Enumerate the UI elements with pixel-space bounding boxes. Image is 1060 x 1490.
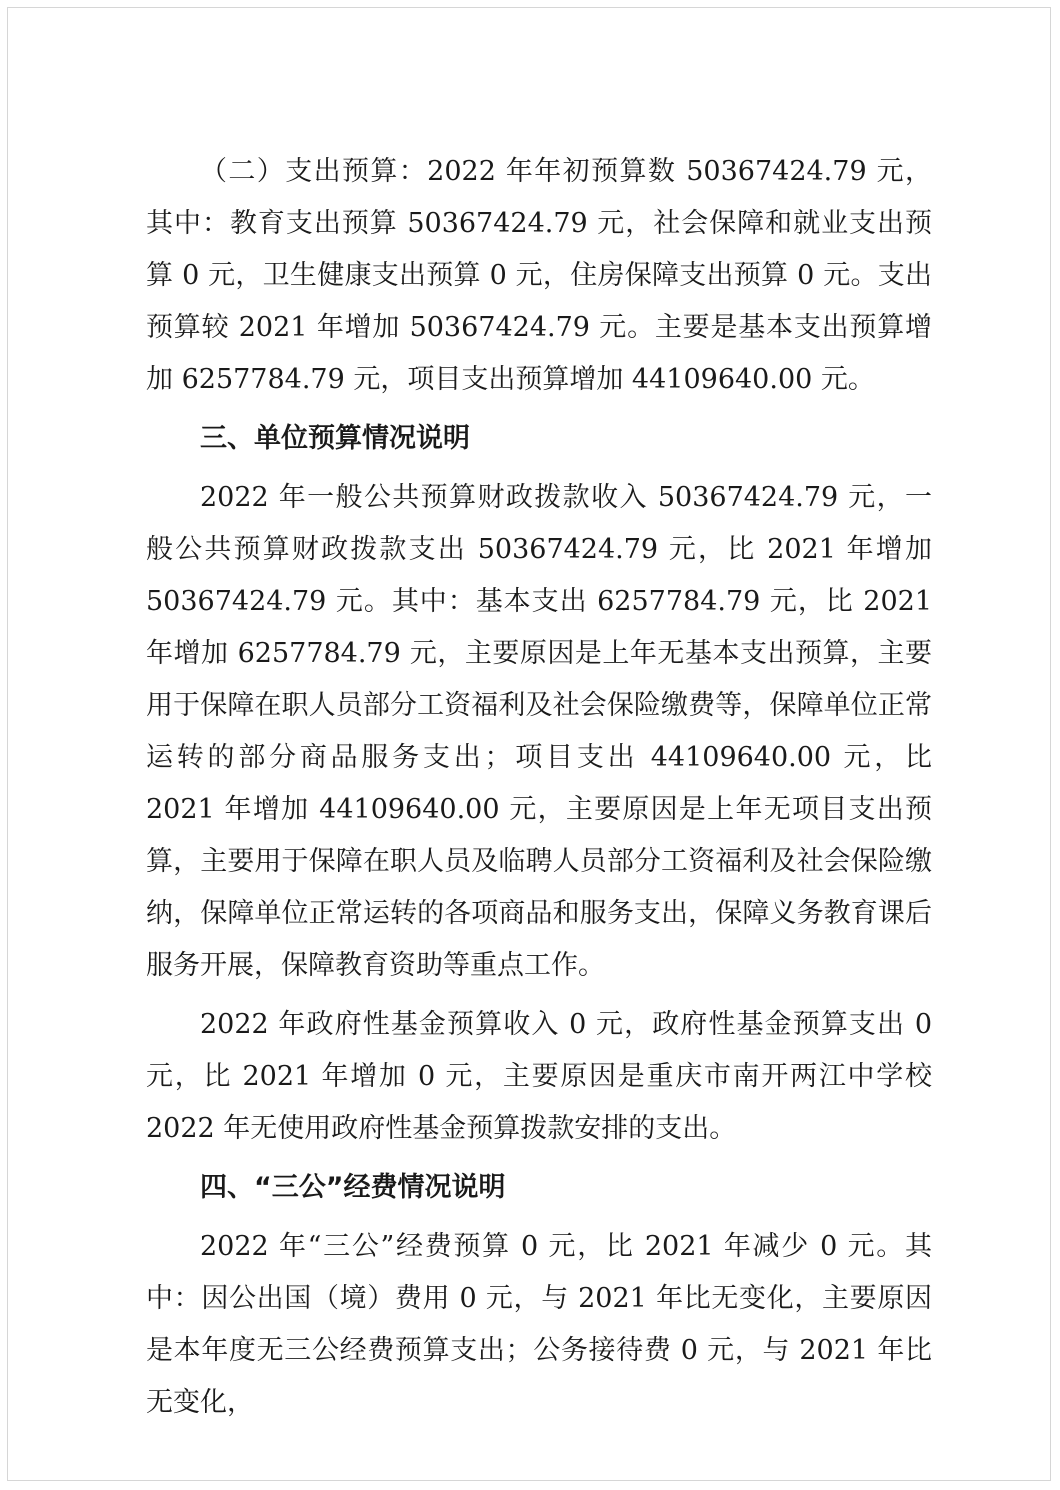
paragraph-expenditure-budget: （二）支出预算：2022 年年初预算数 50367424.79 元，其中：教育支出预算 50367424.79 元，社会保障和就业支出预算 0 元，卫生健康支出预算 0 元，住房保障支出预算 0 元。支出预算较 2021 年增加 50367424.79 元。主要是基本支出预算增加 6257784.79 元，项目支出预算增加 44109640.00 元。 [146, 156, 932, 395]
paragraph-general-budget: 2022 年一般公共预算财政拨款收入 50367424.79 元，一般公共预算财政拨款支出 50367424.79 元，比 2021 年增加 50367424.79 元。其中：基本支出 6257784.79 元，比 2021 年增加 6257784.79 元，主要原因是上年无基本支出预算，主要用于保障在职人员部分工资福利及社会保险缴费等，保障单位正常运转的部分商品服务支出；项目支出 44109640.00 元，比 2021 年增加 44109640.00 元，主要原因是上年无项目支出预算，主要用于保障在职人员及临聘人员部分工资福利及社会保险缴纳，保障单位正常运转的各项商品和服务支出，保障义务教育课后服务开展，保障教育资助等重点工作。 [146, 482, 932, 981]
heading-three-public-expenses: 四、“三公”经费情况说明 [200, 1172, 506, 1203]
document-body [146, 146, 932, 1429]
paragraph-government-fund: 2022 年政府性基金预算收入 0 元，政府性基金预算支出 0 元，比 2021 年增加 0 元，主要原因是重庆市南开两江中学校 2022 年无使用政府性基金预算拨款安排的支出。 [146, 1009, 932, 1144]
paragraph-three-public-expenses: 2022 年“三公”经费预算 0 元，比 2021 年减少 0 元。其中：因公出国（境）费用 0 元，与 2021 年比无变化，主要原因是本年度无三公经费预算支出；公务接待费 0 元，与 2021 年比无变化， [146, 1231, 932, 1418]
page-frame [7, 7, 1051, 1481]
heading-unit-budget: 三、单位预算情况说明 [200, 423, 470, 454]
